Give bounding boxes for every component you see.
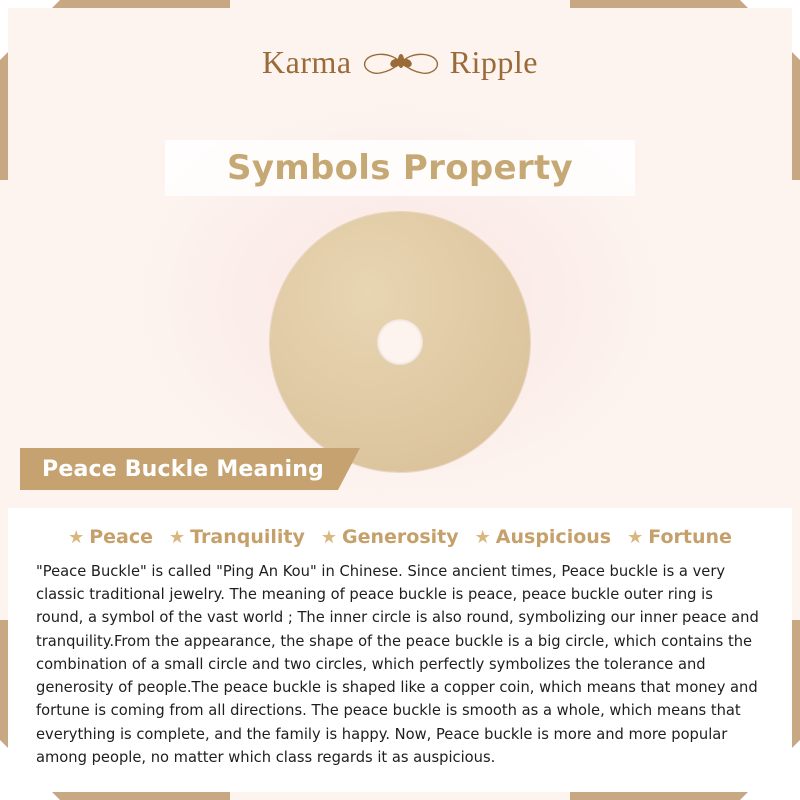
content-panel: [8, 508, 792, 792]
product-image: [0, 212, 800, 472]
description-text: "Peace Buckle" is called "Ping An Kou" in Chinese. Since ancient times, Peace buckle is a very classic traditional jewelry. The meaning of peace buckle is peace, peace buckle outer ring is round, a symbol of the vast world ; The inner circle is also round, symbolizing our inner peace and tranquility.From the appearance, the shape of the peace buckle is a big circle, which contains the combination of a small circle and two circles, which perfectly symbolizes the tolerance and generosity of people.The peace buckle is shaped like a copper coin, which means that money and fortune is coming from all directions. The peace buckle is smooth as a whole, which means that everything is complete, and the family is happy. Now, Peace buckle is more and more popular among people, no matter which class regards it as auspicious.: [36, 563, 759, 766]
peace-buckle-disc: [270, 212, 530, 472]
keyword-item: [169, 526, 305, 548]
keyword-list: [8, 508, 792, 548]
star-icon: ★: [627, 526, 644, 548]
title-band: [165, 140, 635, 196]
star-icon: ★: [68, 526, 85, 548]
star-icon: ★: [320, 526, 338, 548]
keyword-label: Tranquility: [190, 526, 305, 548]
brand-name-left: Karma: [262, 44, 352, 80]
peace-buckle-hole: [377, 319, 423, 365]
brand-name-right: Ripple: [449, 44, 538, 80]
keyword-label: Generosity: [342, 526, 459, 548]
keyword-label: Auspicious: [495, 526, 612, 548]
keyword-item: [321, 526, 459, 548]
infinity-lotus-icon: [358, 46, 444, 80]
brand-logo-row: [262, 44, 538, 81]
keyword-item: [68, 526, 153, 548]
keyword-item: [475, 526, 611, 548]
section-ribbon: [20, 448, 360, 490]
keyword-label: Fortune: [648, 526, 732, 548]
section-ribbon-tail: [338, 448, 360, 490]
keyword-item: [627, 526, 732, 548]
star-icon: ★: [474, 526, 491, 548]
star-icon: ★: [169, 526, 186, 548]
page-title: Symbols Property: [227, 148, 573, 188]
section-ribbon-label: Peace Buckle Meaning: [42, 456, 325, 482]
section-ribbon-body: [20, 448, 338, 490]
keyword-label: Peace: [89, 526, 154, 548]
brand-logo: [0, 44, 800, 81]
